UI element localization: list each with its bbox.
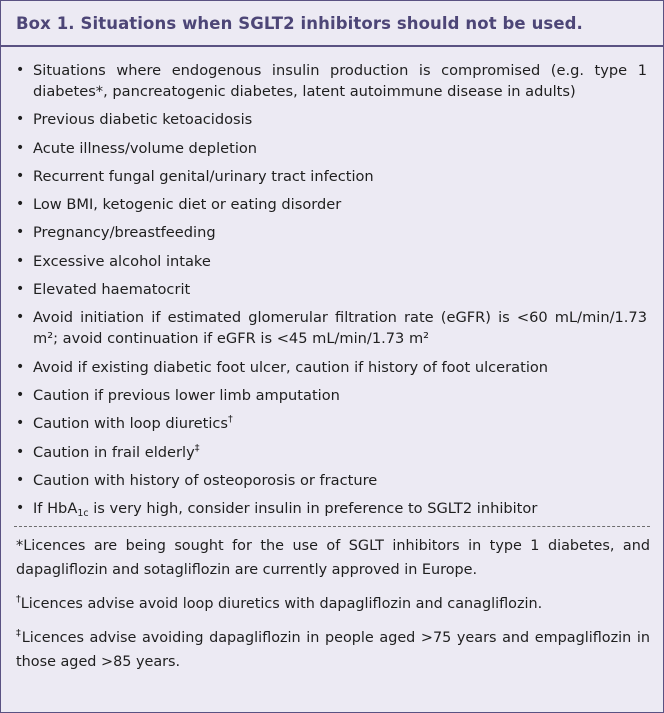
footnote-text: Licences advise avoid loop diuretics with dapagliflozin and canagliflozin. [20, 596, 543, 613]
footnote-text: Licences advise avoiding dapagliflozin in people aged >75 years and empagliflozin in those aged >85 years. [16, 630, 650, 671]
bullet-icon: • [16, 111, 25, 128]
footnote-dagger [16, 592, 650, 616]
list-item-text-post: is very high, consider insulin in preference to SGLT2 inhibitor [88, 500, 538, 518]
list-item-text: Caution if previous lower limb amputation [33, 386, 340, 404]
bullet-icon: • [16, 500, 25, 517]
bullet-icon: • [16, 386, 25, 403]
list-item [16, 251, 647, 272]
bullet-icon: • [16, 196, 25, 213]
bullet-icon: • [16, 443, 25, 460]
list-item-text: Elevated haematocrit [33, 281, 191, 299]
bullet-icon: • [16, 167, 25, 184]
list-item [16, 166, 647, 187]
bullet-icon: • [16, 252, 25, 269]
list-item [16, 470, 647, 491]
dagger-mark: † [16, 594, 21, 606]
list-item-text: Caution in frail elderly [33, 443, 195, 461]
list-item [16, 498, 647, 519]
list-item-text: Avoid initiation if estimated glomerular filtration rate (eGFR) is <60 mL/min/1.73 m²; avoid continuation if eGFR is <45 mL/min/1.73 m² [33, 309, 647, 348]
list-item [16, 307, 647, 349]
list-item [16, 279, 647, 300]
list-item [16, 413, 647, 434]
list-item [16, 194, 647, 215]
bullet-icon: • [16, 358, 25, 375]
list-item-text: Low BMI, ketogenic diet or eating disorder [33, 196, 342, 214]
list-item-text: Situations where endogenous insulin production is compromised (e.g. type 1 diabetes*, pancreatogenic diabetes, latent autoimmune disease in adults) [33, 62, 647, 100]
bullet-icon: • [16, 62, 25, 78]
bullet-icon: • [16, 309, 25, 326]
list-item [16, 109, 647, 130]
list-item [16, 60, 647, 102]
contraindication-list [1, 47, 663, 519]
list-item-text: Caution with loop diuretics [33, 415, 229, 433]
list-item-text: Recurrent fungal genital/urinary tract infection [33, 167, 374, 185]
list-item [16, 138, 647, 159]
footnote-double-dagger [16, 626, 650, 674]
bullet-icon: • [16, 281, 25, 298]
bullet-icon: • [16, 415, 25, 432]
list-item-text: Caution with history of osteoporosis or fracture [33, 471, 378, 489]
dagger-mark: † [228, 414, 233, 426]
list-item [16, 385, 647, 406]
double-dagger-mark: ‡ [194, 442, 200, 454]
subscript-1c: 1c [77, 508, 89, 520]
footnote-text: *Licences are being sought for the use of SGLT inhibitors in type 1 diabetes, and dapagliflozin and sotagliflozin are currently approved in Europe. [16, 538, 650, 579]
box-title: Box 1. Situations when SGLT2 inhibitors should not be used. [16, 13, 583, 33]
list-item-text-pre: If HbA [33, 500, 78, 518]
footnotes [1, 527, 663, 674]
list-item [16, 442, 647, 463]
footnote-asterisk [16, 534, 650, 582]
list-item [16, 357, 647, 378]
list-item-text: Excessive alcohol intake [33, 252, 211, 270]
list-item-text: Previous diabetic ketoacidosis [33, 111, 253, 129]
bullet-icon: • [16, 139, 25, 156]
double-dagger-mark: ‡ [16, 628, 22, 640]
list-item-text: Avoid if existing diabetic foot ulcer, caution if history of foot ulceration [33, 358, 549, 376]
bullet-icon: • [16, 471, 25, 488]
box-header [1, 1, 663, 47]
list-item-text: Pregnancy/breastfeeding [33, 224, 216, 242]
list-item [16, 222, 647, 243]
list-item-text: Acute illness/volume depletion [33, 139, 258, 157]
bullet-icon: • [16, 224, 25, 241]
